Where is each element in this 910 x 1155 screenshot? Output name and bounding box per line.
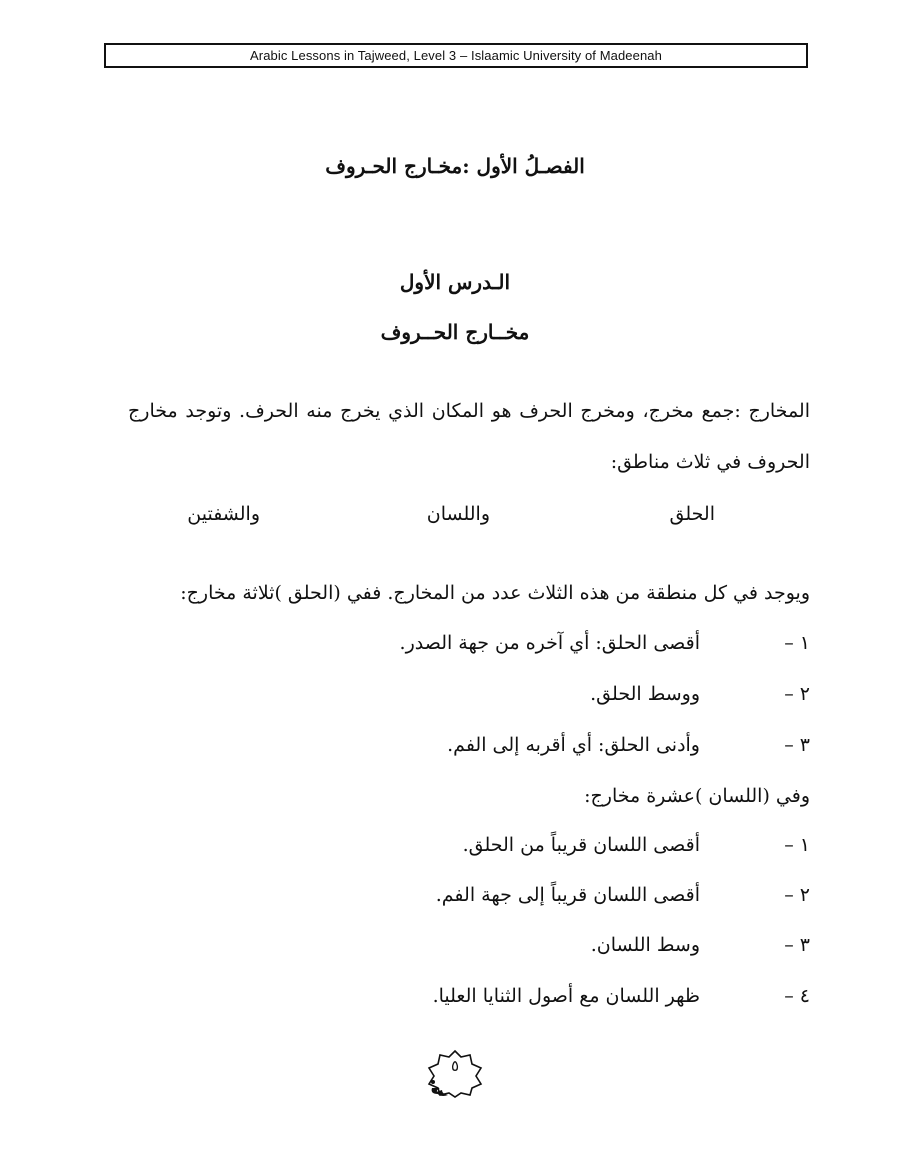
list-number: ٢ – [784,683,810,705]
chapter-title: الفصـلُ الأول :مخـارج الحـروف [325,154,585,178]
list-number: ٣ – [784,734,810,756]
region-lips: والشفتين [187,503,260,525]
throat-intro: ويوجد في كل منطقة من هذه الثلاث عدد من المخارج. ففي (الحلق )ثلاثة مخارج: [180,582,810,604]
lesson-title: الـدرس الأول [399,270,511,294]
region-tongue: واللسان [426,503,490,525]
list-number: ٣ – [784,934,810,956]
list-number: ١ – [784,834,810,856]
list-text: وأدنى الحلق: أي أقربه إلى الفم. [447,734,700,756]
list-text: ظهر اللسان مع أصول الثنايا العليا. [432,985,700,1007]
running-header-title: Arabic Lessons in Tajweed, Level 3 – Islaamic University of Madeenah [250,48,662,63]
list-text: أقصى اللسان قريباً إلى جهة الفم. [435,884,700,906]
list-item [250,734,810,756]
running-header [104,43,808,68]
region-throat: الحلق [669,503,715,525]
list-item [250,683,810,705]
list-item [250,884,810,906]
list-number: ٤ – [784,985,810,1007]
list-number: ٢ – [784,884,810,906]
intro-line-2: الحروف في ثلاث مناطق: [610,451,810,473]
list-text: ووسط الحلق. [590,683,700,705]
list-text: أقصى اللسان قريباً من الحلق. [462,834,700,856]
page-number: ٥ [450,1057,460,1075]
lesson-subtitle: مخــارج الحــروف [380,320,530,344]
list-item [250,934,810,956]
list-number: ١ – [784,632,810,654]
list-text: أقصى الحلق: أي آخره من جهة الصدر. [399,632,700,654]
list-text: وسط اللسان. [590,934,700,956]
tongue-intro: وفي (اللسان )عشرة مخارج: [584,785,810,807]
list-item [250,632,810,654]
intro-line-1: المخارج :جمع مخرج، ومخرج الحرف هو المكان الذي يخرج منه الحرف. وتوجد مخارج [128,400,810,422]
list-item [250,985,810,1007]
list-item [250,834,810,856]
